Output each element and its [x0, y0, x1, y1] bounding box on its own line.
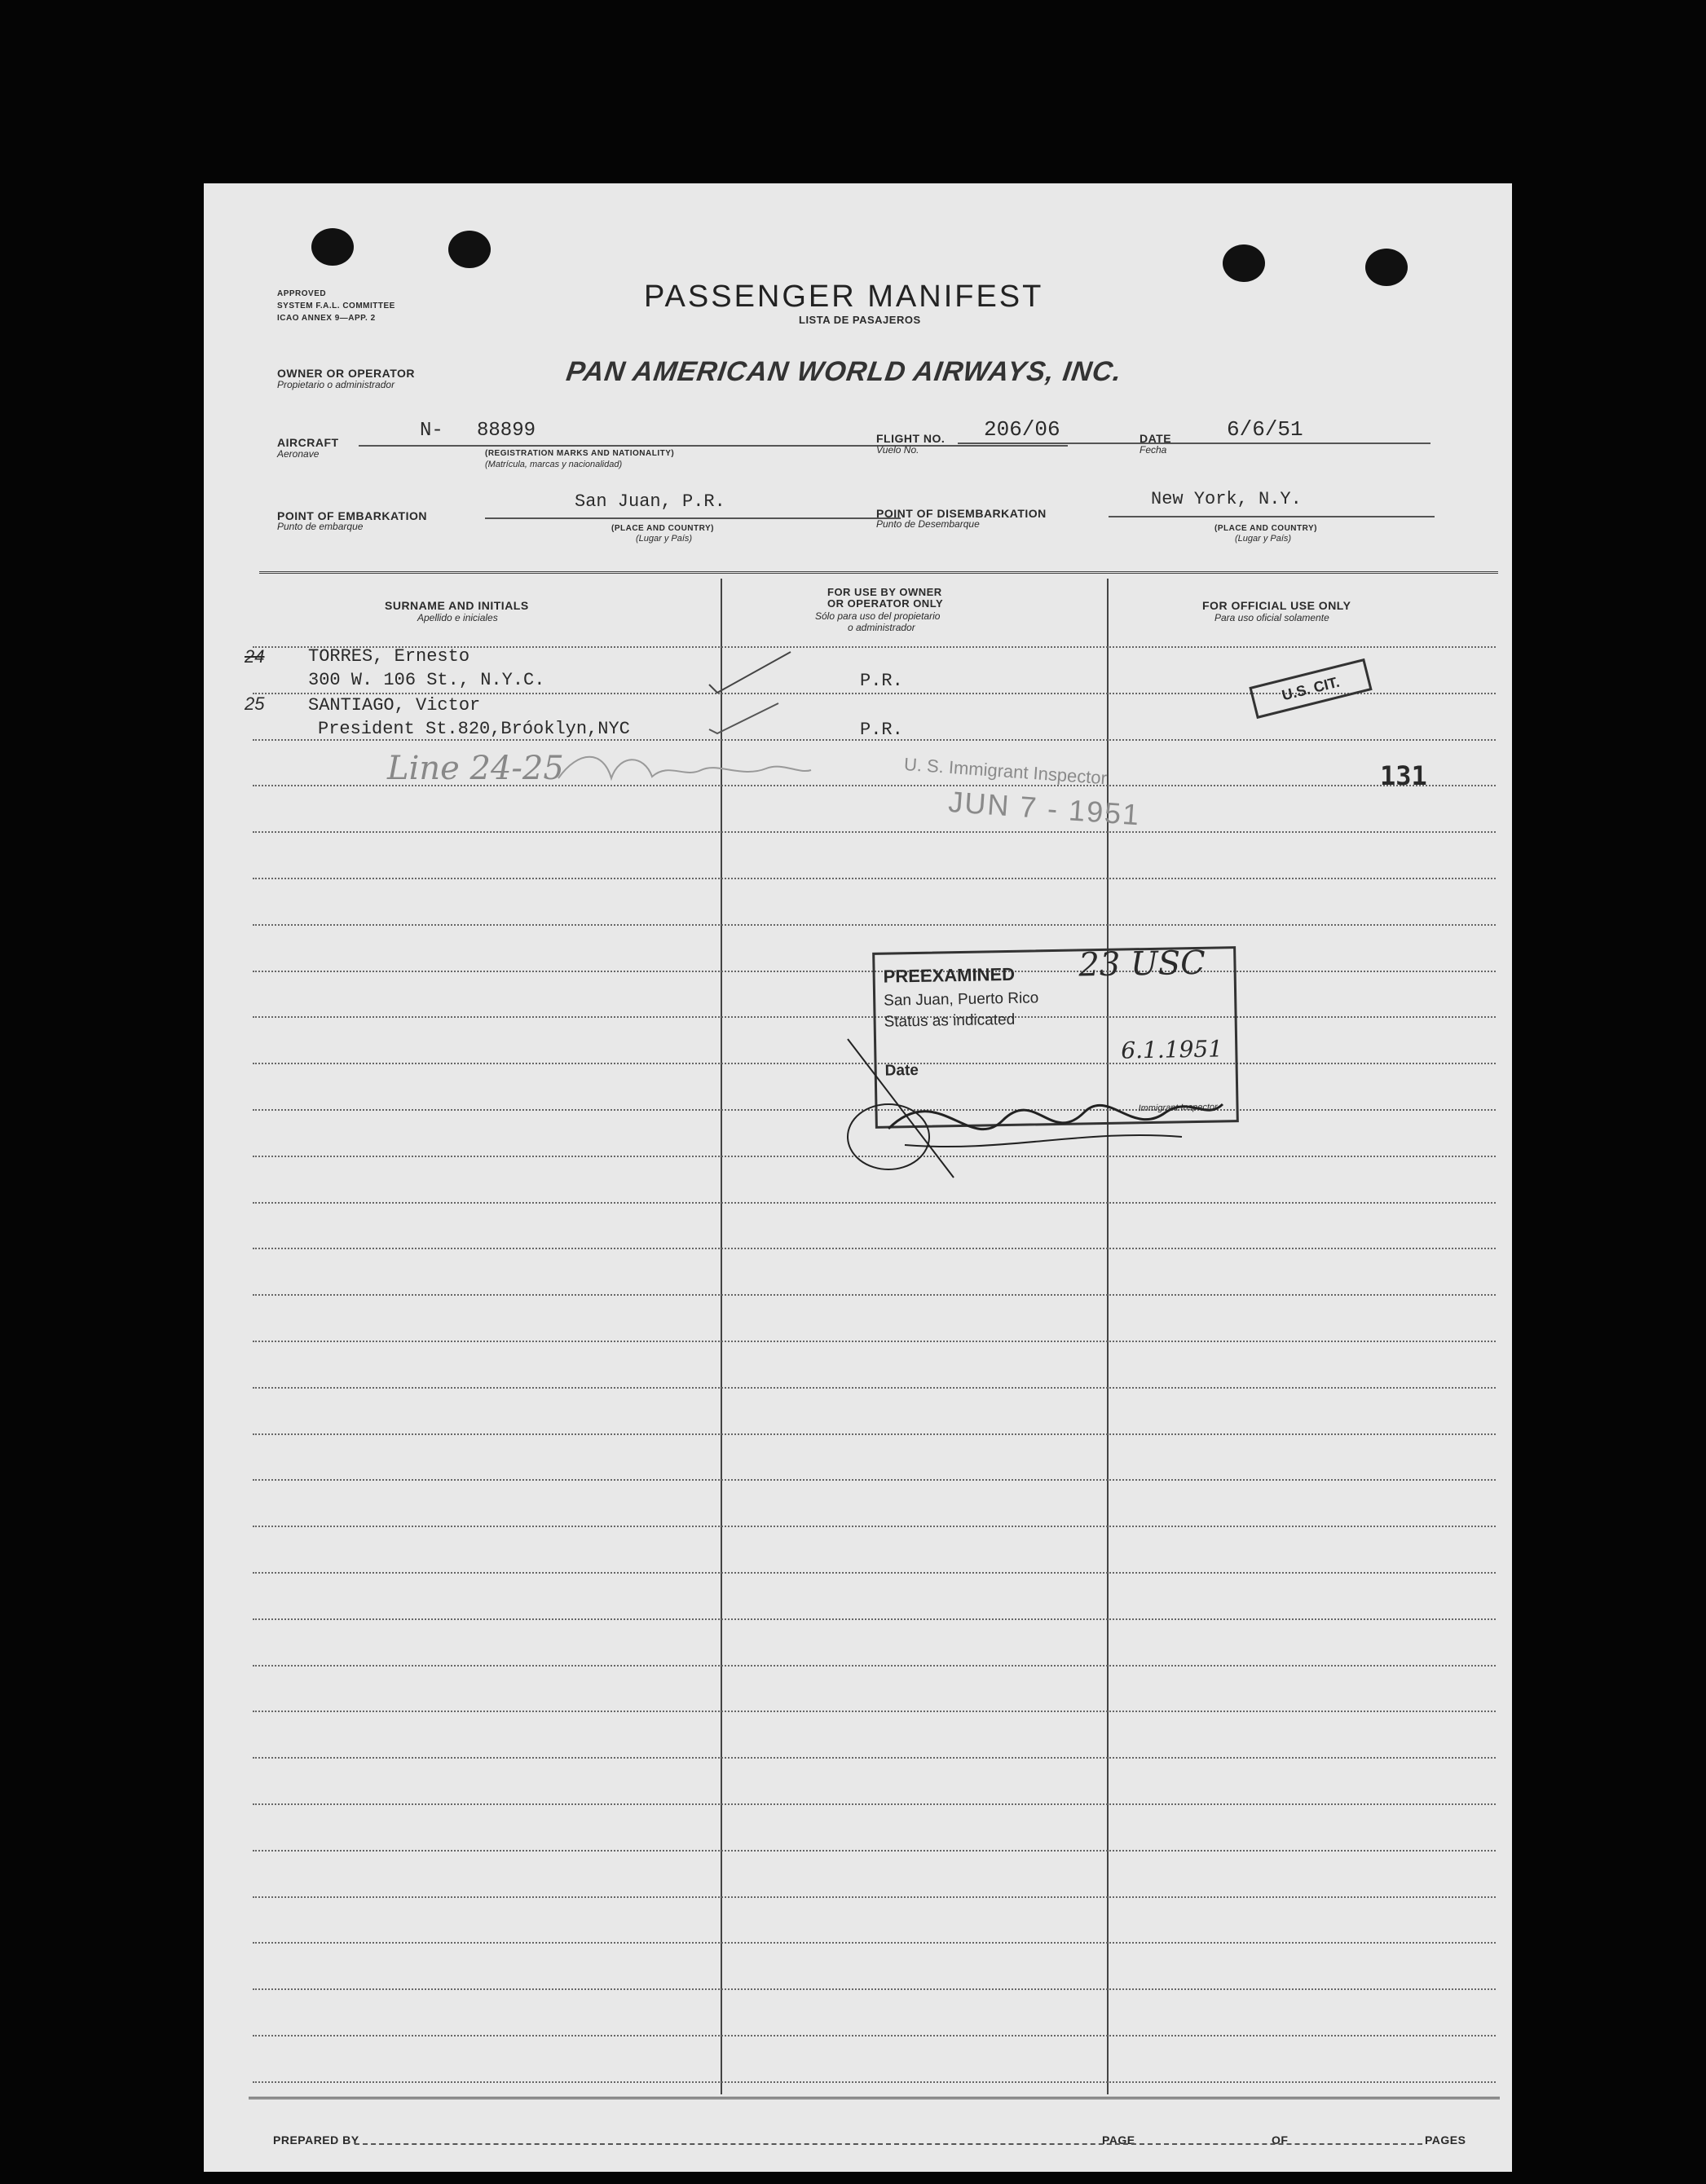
embarkation-value: San Juan, P.R. — [575, 491, 725, 512]
airline-name: PAN AMERICAN WORLD AIRWAYS, INC. — [564, 356, 1124, 387]
inspector-stamp: U. S. Immigrant Inspector — [903, 754, 1108, 789]
embark-label-es: Punto de embarque — [277, 521, 364, 532]
punch-hole — [1365, 249, 1408, 286]
flight-label-es: Vuelo No. — [876, 444, 919, 456]
handwritten-signature — [554, 746, 815, 795]
ruled-line — [253, 1202, 1496, 1204]
ruled-line — [253, 1387, 1496, 1389]
preexamined-code: 23 USC — [1078, 944, 1206, 984]
owner-label: OWNER OR OPERATOR — [277, 367, 415, 380]
ruled-line — [253, 1433, 1496, 1435]
registration-caption: (REGISTRATION MARKS AND NATIONALITY) — [485, 449, 675, 458]
ruled-line — [253, 1479, 1496, 1481]
ruled-line — [253, 1341, 1496, 1342]
preexamined-date: 6.1.1951 — [1121, 1035, 1223, 1064]
pages-label: PAGES — [1425, 2133, 1466, 2147]
embark-line — [485, 517, 901, 519]
ruled-line — [253, 1803, 1496, 1805]
punch-hole — [311, 228, 354, 266]
place-caption-es-2: (Lugar y País) — [1235, 534, 1292, 544]
embark-label: POINT OF EMBARKATION — [277, 509, 427, 522]
col2-header-1: FOR USE BY OWNER — [827, 586, 942, 598]
registration-caption-es: (Matrícula, marcas y nacionalidad) — [485, 460, 623, 469]
col2-header-es-2: o administrador — [848, 622, 915, 633]
approval-line-2: SYSTEM F.A.L. COMMITTEE — [277, 302, 395, 310]
check-marks — [701, 648, 799, 746]
us-cit-stamp-text: U.S. CIT. — [1280, 673, 1342, 704]
ruled-line — [253, 1294, 1496, 1296]
aircraft-line — [359, 445, 1068, 447]
ruled-line — [253, 1942, 1496, 1944]
ruled-line — [253, 1757, 1496, 1759]
ruled-line — [253, 924, 1496, 926]
passenger-owner-use-1: P.R. — [860, 671, 903, 691]
preexamined-title: PREEXAMINED — [883, 963, 1016, 987]
date-label-es: Fecha — [1140, 444, 1167, 456]
ruled-line — [253, 1665, 1496, 1667]
ruled-line — [253, 1850, 1496, 1852]
place-caption-2: (PLACE AND COUNTRY) — [1214, 524, 1317, 533]
disembark-label-es: Punto de Desembarque — [876, 518, 980, 530]
flight-line — [958, 443, 1430, 444]
ruled-line — [253, 1526, 1496, 1527]
preexamined-status: Status as indicated — [884, 1011, 1016, 1031]
approval-line-1: APPROVED — [277, 289, 327, 298]
footer-rule — [249, 2097, 1500, 2103]
owner-label-es: Propietario o administrador — [277, 379, 395, 390]
approval-line-3: ICAO ANNEX 9—APP. 2 — [277, 314, 376, 323]
ruled-line — [253, 1896, 1496, 1898]
inspector-date: JUN 7 - 1951 — [947, 785, 1142, 832]
ruled-line — [253, 1618, 1496, 1620]
punch-hole — [1223, 244, 1265, 282]
disembark-line — [1109, 516, 1435, 517]
inspector-signature — [840, 1031, 1247, 1194]
header-rule — [259, 571, 1498, 577]
prepared-by-label: PREPARED BY — [273, 2133, 359, 2147]
passenger-number-1: 24 — [245, 646, 265, 667]
page-title-es: LISTA DE PASAJEROS — [799, 314, 921, 326]
col3-header-es: Para uso oficial solamente — [1214, 612, 1329, 623]
manifest-date: 6/6/51 — [1227, 417, 1303, 442]
col2-header-2: OR OPERATOR ONLY — [827, 597, 944, 610]
preexamined-inspector: Immigrant Inspector — [1138, 1102, 1218, 1114]
aircraft-label: AIRCRAFT — [277, 436, 339, 449]
place-caption-1: (PLACE AND COUNTRY) — [611, 524, 714, 533]
passenger-name-1: TORRES, Ernesto — [308, 646, 470, 667]
passenger-number-2: 25 — [245, 694, 265, 714]
col3-header: FOR OFFICIAL USE ONLY — [1202, 599, 1351, 612]
passenger-name-2: SANTIAGO, Victor — [308, 695, 481, 716]
passenger-owner-use-2: P.R. — [860, 720, 903, 740]
col2-header-es-1: Sólo para uso del propietario — [815, 610, 941, 622]
col1-header: SURNAME AND INITIALS — [385, 599, 529, 612]
ruled-line — [253, 2081, 1496, 2083]
flight-label: FLIGHT NO. — [876, 432, 946, 445]
column-divider-1 — [721, 579, 722, 2094]
preexamined-place: San Juan, Puerto Rico — [884, 989, 1039, 1010]
passenger-address-2: President St.820,Bróoklyn,NYC — [318, 719, 630, 739]
us-cit-stamp — [1249, 658, 1372, 719]
ruled-line — [253, 1572, 1496, 1574]
preexamined-date-label: Date — [884, 1061, 919, 1080]
aircraft-prefix: N- — [420, 420, 443, 442]
flight-number: 206/06 — [984, 417, 1060, 442]
punch-hole — [448, 231, 491, 268]
ruled-line — [253, 831, 1496, 833]
page-label: PAGE — [1102, 2133, 1135, 2147]
disembark-label: POINT OF DISEMBARKATION — [876, 507, 1047, 520]
footer-line — [355, 2143, 1422, 2145]
ruled-line — [253, 2035, 1496, 2036]
ruled-line — [253, 1711, 1496, 1712]
date-label: DATE — [1140, 432, 1172, 445]
disembarkation-value: New York, N.Y. — [1151, 489, 1302, 509]
manifest-sheet — [204, 183, 1512, 2172]
ruled-line — [253, 878, 1496, 879]
passenger-address-1: 300 W. 106 St., N.Y.C. — [308, 670, 545, 690]
handwritten-note: Line 24-25 — [387, 750, 564, 787]
aircraft-label-es: Aeronave — [277, 448, 320, 460]
page-title: PASSENGER MANIFEST — [644, 280, 1044, 314]
ruled-line — [253, 1988, 1496, 1990]
place-caption-es-1: (Lugar y País) — [636, 534, 693, 544]
page-number: 131 — [1380, 760, 1427, 791]
aircraft-number: 88899 — [477, 420, 536, 442]
ruled-line — [253, 1248, 1496, 1249]
of-label: OF — [1272, 2133, 1289, 2147]
col1-header-es: Apellido e iniciales — [417, 612, 498, 623]
